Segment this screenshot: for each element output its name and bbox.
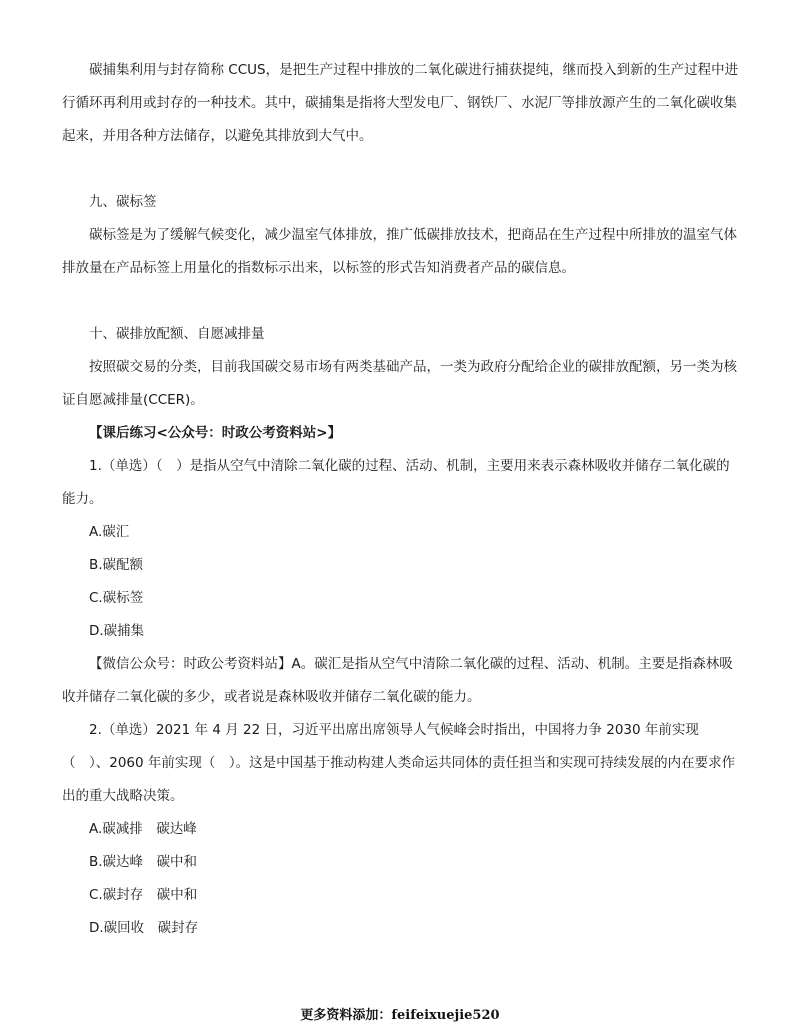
document-body [62, 54, 742, 945]
question-2-option-c: C.碳封存 碳中和 [89, 887, 198, 903]
question-1-stem: 1.（单选）（ ）是指从空气中清除二氧化碳的过程、活动、机制，主要用来表示森林吸收并储存二氧化碳的能力。 [62, 458, 730, 507]
section-9-title: 九、碳标签 [89, 194, 157, 210]
section-10-title: 十、碳排放配额、自愿减排量 [89, 326, 265, 342]
question-2-stem: 2.（单选）2021 年 4 月 22 日，习近平出席出席领导人气候峰会时指出，中国将力争 2030 年前实现（ ）、2060 年前实现（ ）。这是中国基于推动构建人类命运共同体的责任担当和实现可持续发展的内在要求作出的重大战略决策。 [62, 722, 736, 804]
question-1-answer: 【微信公众号：时政公考资料站】A。碳汇是指从空气中清除二氧化碳的过程、活动、机制。主要是指森林吸收并储存二氧化碳的多少，或者说是森林吸收并储存二氧化碳的能力。 [62, 656, 733, 705]
question-1-option-d: D.碳捕集 [89, 623, 145, 639]
section-9-paragraph: 碳标签是为了缓解气候变化，减少温室气体排放，推广低碳排放技术，把商品在生产过程中所排放的温室气体排放量在产品标签上用量化的指数标示出来，以标签的形式告知消费者产品的碳信息。 [62, 227, 737, 276]
page-footer: 更多资料添加：feifeixuejie520 [300, 1008, 500, 1023]
question-1-option-a: A.碳汇 [89, 524, 130, 540]
question-1-option-c: C.碳标签 [89, 590, 144, 606]
question-2-option-a: A.碳减排 碳达峰 [89, 821, 197, 837]
question-2-option-b: B.碳达峰 碳中和 [89, 854, 198, 870]
ccus-paragraph: 碳捕集利用与封存简称 CCUS，是把生产过程中排放的二氧化碳进行捕获提纯，继而投入到新的生产过程中进行循环再利用或封存的一种技术。其中，碳捕集是指将大型发电厂、钢铁厂、水泥厂等排放源产生的二氧化碳收集起来，并用各种方法储存，以避免其排放到大气中。 [62, 62, 739, 144]
spacer [62, 285, 742, 318]
section-10-paragraph: 按照碳交易的分类，目前我国碳交易市场有两类基础产品，一类为政府分配给企业的碳排放配额，另一类为核证自愿减排量(CCER)。 [62, 359, 737, 408]
question-2-option-d: D.碳回收 碳封存 [89, 920, 199, 936]
exercise-heading: 【课后练习<公众号：时政公考资料站>】 [89, 425, 342, 441]
question-1-option-b: B.碳配额 [89, 557, 144, 573]
spacer [62, 153, 742, 186]
